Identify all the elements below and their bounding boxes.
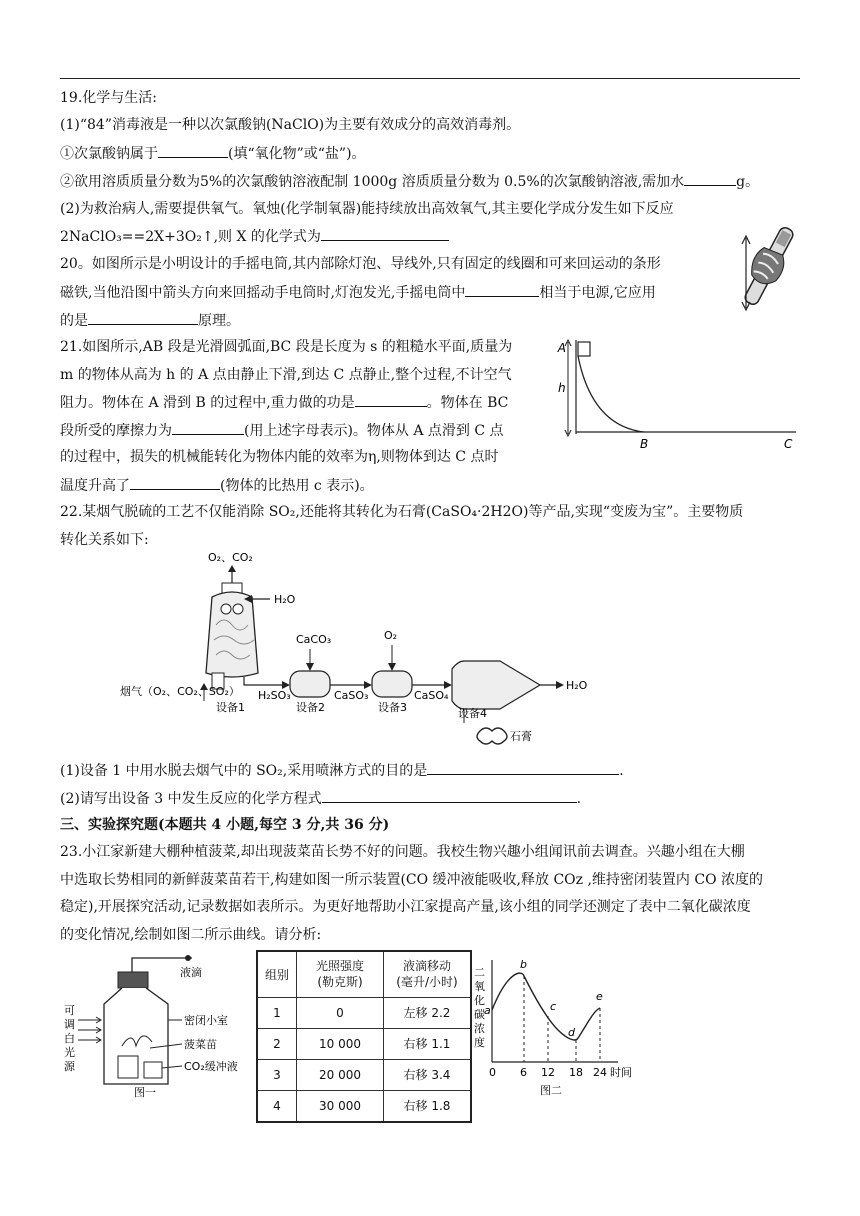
pot — [118, 1056, 138, 1078]
light-label-2: 调 — [64, 1018, 75, 1031]
q19-p2-text: ①次氯酸钠属于 — [60, 146, 158, 162]
q21-l4-tail: (用上述字母表示)。物体从 A 点滑到 C 点 — [244, 423, 504, 439]
table-cell: 10 000 — [297, 1028, 384, 1059]
q21-l3 — [60, 392, 508, 413]
q21-l6-tail: (物体的比热用 c 表示)。 — [220, 478, 374, 494]
q22-s2-text: (2)请写出设备 3 中发生反应的化学方程式 — [60, 791, 322, 807]
q22-s2 — [60, 788, 581, 809]
q19-p3-text: ②欲用溶质质量分数为5%的次氯酸钠溶液配制 1000g 溶质质量分数为 0.5%的次氯酸钠溶液,需加水 — [60, 174, 685, 190]
q23-l1: 23.小江家新建大棚种植菠菜,却出现菠菜苗长势不好的问题。我校生物兴趣小组闻讯前去调查。兴趣小组在大棚 — [60, 844, 745, 860]
buffer-cup — [144, 1062, 162, 1078]
q23-l4: 的变化情况,绘制如图二所示曲线。请分析: — [60, 927, 322, 943]
table-cell: 1 — [257, 997, 297, 1028]
q22-s1-text: (1)设备 1 中用水脱去烟气中的 SO₂,采用喷淋方式的目的是 — [60, 763, 428, 779]
co2-curve — [492, 973, 600, 1040]
q22-l2: 转化关系如下: — [60, 532, 149, 548]
flashlight-figure — [738, 218, 800, 314]
light-label-3: 白 — [64, 1032, 75, 1045]
block — [578, 342, 590, 356]
y-label-1: 二 — [474, 966, 485, 979]
label-c: C — [784, 437, 793, 451]
arrowhead-o2 — [388, 663, 396, 671]
tick-6: 6 — [520, 1066, 527, 1079]
q23-l2: 中选取长势相同的新鲜菠菜苗若干,构建如图一所示装置(CO 缓冲液能吸收,释放 COz ,维持密闭装置内 CO 浓度的 — [60, 872, 764, 888]
label-caco3: CaCO₃ — [296, 633, 332, 646]
label-water-in: H₂O — [274, 593, 296, 606]
q21-l6-text: 温度升高了 — [60, 478, 130, 494]
table-cell: 右移 3.4 — [384, 1059, 472, 1090]
label-device1: 设备1 — [216, 701, 245, 714]
light-label-4: 光 — [64, 1046, 75, 1059]
arrowhead-pipe-3-4 — [444, 681, 452, 689]
label-h2so3: H₂SO₃ — [258, 689, 291, 702]
table-cell: 右移 1.1 — [384, 1028, 472, 1059]
arc-ab — [578, 356, 644, 432]
table-cell: 20 000 — [297, 1059, 384, 1090]
arrowhead-caco3 — [306, 663, 314, 671]
header-drop: 液滴移动 — [402, 959, 451, 974]
y-label-4: 碳 — [474, 1008, 485, 1021]
label-o2: O₂ — [384, 629, 398, 642]
q20-l3 — [60, 310, 240, 331]
table-cell: 左移 2.2 — [384, 997, 472, 1028]
q19-title: 19.化学与生活: — [60, 90, 157, 106]
q21-l4-text: 段所受的摩擦力为 — [60, 423, 172, 439]
label-device3: 设备3 — [378, 701, 407, 714]
answer-blank[interactable] — [322, 788, 577, 803]
device3 — [372, 671, 412, 697]
nozzle — [221, 604, 231, 614]
table-cell: 0 — [297, 997, 384, 1028]
tick-24: 24 — [593, 1066, 607, 1079]
table-row — [257, 1090, 471, 1122]
table-header — [384, 951, 472, 997]
table-cell: 30 000 — [297, 1090, 384, 1122]
table-cell: 3 — [257, 1059, 297, 1090]
figure-one-apparatus — [64, 950, 254, 1100]
label-b: B — [640, 437, 649, 451]
answer-blank[interactable] — [158, 143, 228, 158]
q20-l3-tail: 原理。 — [198, 313, 240, 329]
label-h: h — [558, 381, 566, 395]
table-cell: 2 — [257, 1028, 297, 1059]
q19-p5 — [60, 226, 449, 247]
label-a: A — [557, 341, 566, 355]
q21-l3-tail: 。物体在 BC — [426, 395, 509, 411]
q20-l2-tail: 相当于电源,它应用 — [539, 285, 656, 301]
point-a: a — [484, 1004, 491, 1017]
answer-blank[interactable] — [427, 760, 619, 775]
y-label-5: 浓 — [474, 1022, 485, 1035]
q20-l2-text: 磁铁,当他沿图中箭头方向来回摇动手电筒时,灯泡发光,手摇电筒中 — [60, 285, 466, 301]
slope-figure — [552, 336, 800, 454]
q20-l2 — [60, 282, 656, 303]
q19-p2-tail: (填“氧化物”或“盐”)。 — [228, 146, 366, 162]
device4 — [452, 661, 540, 709]
q19-p3 — [60, 171, 759, 192]
label-room: 密闭小室 — [184, 1014, 228, 1027]
table-row — [257, 997, 471, 1028]
arrowhead-pipe-2-3 — [364, 681, 372, 689]
light-label-5: 源 — [64, 1060, 75, 1073]
y-label-3: 化 — [474, 994, 485, 1007]
gypsum-icon — [477, 728, 507, 744]
point-e: e — [596, 990, 603, 1003]
answer-blank[interactable] — [355, 392, 427, 407]
label-device2: 设备2 — [296, 701, 325, 714]
table-header — [297, 951, 384, 997]
q23-l3: 稳定),开展探究活动,记录数据如表所示。为更好地帮助小江家提高产量,该小组的同学还测定了表中二氧化碳浓度 — [60, 899, 751, 915]
figure-two-caption: 图二 — [540, 1084, 562, 1097]
tick-18: 18 — [569, 1066, 583, 1079]
table-header: 组别 — [257, 951, 297, 997]
q21-l5: 的过程中，损失的机械能转化为物体内能的效率为η,则物体到达 C 点时 — [60, 449, 499, 465]
q20-l1: 20。如图所示是小明设计的手摇电筒,其内部除灯泡、导线外,只有固定的线圈和可来回运动的条形 — [60, 256, 661, 272]
label-water-out: H₂O — [566, 679, 588, 692]
q21-l1: 21.如图所示,AB 段是光滑圆弧面,BC 段是长度为 s 的粗糙水平面,质量为 — [60, 339, 513, 355]
figure-one-caption: 图一 — [134, 1086, 156, 1099]
device1-tower — [206, 592, 258, 677]
label-seedling: 菠菜苗 — [184, 1038, 217, 1051]
label-gypsum: 石膏 — [510, 730, 532, 743]
tick-0: 0 — [489, 1066, 496, 1079]
label-top-gases: O₂、CO₂ — [208, 551, 253, 564]
stopper — [118, 972, 148, 988]
q22-s2-tail: . — [576, 791, 582, 807]
pipe-1-2 — [244, 677, 288, 685]
label-buffer: CO₂缓冲液 — [184, 1060, 238, 1073]
table-cell: 4 — [257, 1090, 297, 1122]
arrowhead-top — [228, 565, 236, 572]
q22-l1: 22.某烟气脱硫的工艺不仅能消除 SO₂,还能将其转化为石膏(CaSO₄·2H2O)等产品,实现“变废为宝”。主要物质 — [60, 504, 744, 520]
answer-blank[interactable] — [172, 420, 244, 435]
q19-p4: (2)为救治病人,需要提供氧气。氧烛(化学制氧器)能持续放出高效氧气,其主要化学成分发生如下反应 — [60, 201, 674, 217]
table-row — [257, 1028, 471, 1059]
q19-p3-tail: g。 — [736, 174, 760, 190]
answer-blank[interactable] — [88, 310, 198, 325]
q19-p2 — [60, 143, 366, 164]
header-light-unit: (勒克斯) — [317, 975, 363, 990]
q20-l3-text: 的是 — [60, 313, 88, 329]
q19-p1: (1)“84”消毒液是一种以次氯酸钠(NaClO)为主要有效成分的高效消毒剂。 — [60, 117, 521, 133]
answer-blank[interactable] — [130, 475, 220, 490]
y-label-2: 氧 — [474, 980, 485, 993]
light-experiment-table — [256, 950, 472, 1123]
device2 — [290, 671, 330, 697]
point-b: b — [520, 958, 527, 971]
liquid-drop — [185, 955, 191, 961]
point-c: c — [550, 1000, 557, 1013]
label-device4: 设备4 — [458, 707, 487, 720]
arrowhead-pipe-1-2 — [282, 681, 290, 689]
label-caso3: CaSO₃ — [334, 689, 369, 702]
label-flue-gas: 烟气（O₂、CO₂、SO₂） — [120, 685, 240, 698]
x-label: 时间 — [610, 1066, 632, 1079]
q22-s1-tail: . — [619, 763, 624, 779]
figure-two-co2-curve — [468, 950, 648, 1100]
table-cell: 右移 1.8 — [384, 1090, 472, 1122]
desulfurization-diagram — [120, 545, 610, 750]
answer-blank[interactable] — [321, 226, 449, 241]
q21-l6 — [60, 475, 374, 496]
q22-s1 — [60, 760, 624, 781]
q21-l3-text: 阻力。物体在 A 滑到 B 的过程中,重力做的功是 — [60, 395, 355, 411]
tick-12: 12 — [541, 1066, 555, 1079]
label-drop: 液滴 — [180, 966, 202, 979]
header-drop-unit: (毫升/小时) — [396, 975, 458, 990]
top-rule — [60, 78, 800, 79]
light-label-1: 可 — [64, 1004, 75, 1017]
q21-l4 — [60, 420, 504, 441]
nozzle — [233, 604, 243, 614]
section-three-heading: 三、实验探究题(本题共 4 小题,每空 3 分,共 36 分) — [60, 817, 390, 833]
answer-blank[interactable] — [684, 171, 736, 186]
label-caso4: CaSO₄ — [414, 689, 449, 702]
y-label-6: 度 — [474, 1036, 485, 1049]
arrowhead-pipe-out — [556, 681, 564, 689]
q21-l2: m 的物体从高为 h 的 A 点由静止下滑,到达 C 点静止,整个过程,不计空气 — [60, 367, 512, 383]
header-light: 光照强度 — [315, 959, 364, 974]
table-row — [257, 1059, 471, 1090]
point-d: d — [568, 1026, 575, 1039]
q19-p5-text: 2NaClO₃==2X+3O₂↑,则 X 的化学式为 — [60, 229, 321, 245]
answer-blank[interactable] — [465, 282, 539, 297]
